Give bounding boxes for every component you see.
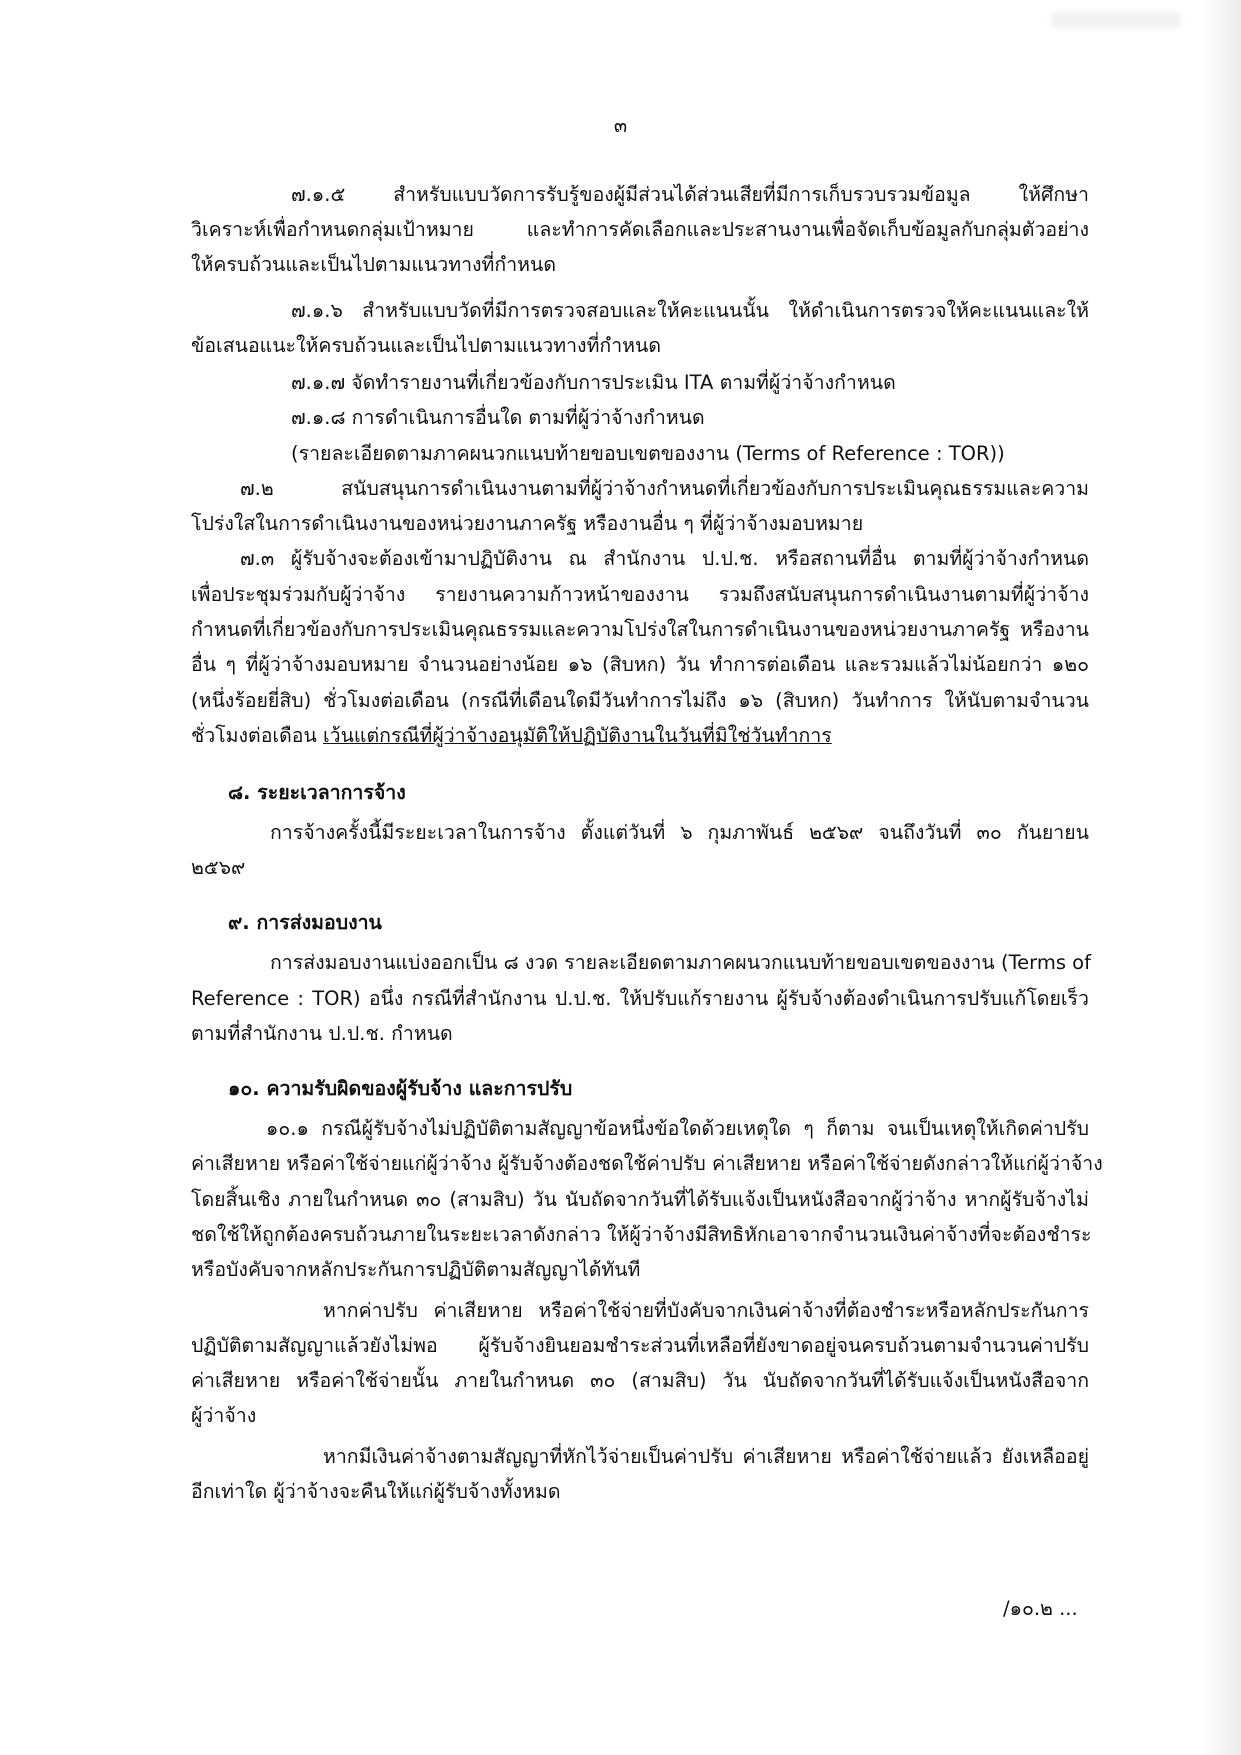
section-9-body-line-3: ตามที่สำนักงาน ป.ป.ช. กำหนด — [191, 1022, 453, 1045]
paragraph-7-1-7: ๗.๑.๗ จัดทำรายงานที่เกี่ยวข้องกับการประเมิน ITA ตามที่ผู้ว่าจ้างกำหนด — [291, 371, 896, 394]
page-number: ๓ — [613, 114, 628, 137]
scan-artifact — [1051, 12, 1181, 28]
paragraph-10-1-line-5: หรือบังคับจากหลักประกันการปฏิบัติตามสัญญาได้ทันที — [191, 1258, 641, 1281]
section-10-heading: ๑๐. ความรับผิดของผู้รับจ้าง และการปรับ — [228, 1077, 573, 1100]
continuation-marker: /๑๐.๒ ... — [1003, 1597, 1078, 1620]
refund-line-1: หากมีเงินค่าจ้างตามสัญญาที่หักไว้จ่ายเป็นค่าปรับ ค่าเสียหาย หรือค่าใช้จ่ายแล้ว ยังเหลืออยู่ — [323, 1445, 1089, 1468]
paragraph-7-1-6-line-1: ๗.๑.๖ สำหรับแบบวัดที่มีการตรวจสอบและให้คะแนนนั้น ให้ดำเนินการตรวจให้คะแนนและให้ — [291, 299, 1089, 322]
paragraph-7-1-5-line-3: ให้ครบถ้วนและเป็นไปตามแนวทางที่กำหนด — [191, 253, 557, 276]
paragraph-7-2-line-1: ๗.๒ สนับสนุนการดำเนินงานตามที่ผู้ว่าจ้างกำหนดที่เกี่ยวข้องกับการประเมินคุณธรรมและความ — [240, 477, 1089, 500]
paragraph-7-3-line-6-text: ชั่วโมงต่อเดือน — [191, 724, 323, 747]
section-9-body-line-1: การส่งมอบงานแบ่งออกเป็น ๘ งวด รายละเอียดตามภาคผนวกแนบท้ายขอบเขตของงาน (Terms of — [270, 951, 1091, 974]
section-8-heading: ๘. ระยะเวลาการจ้าง — [228, 781, 406, 804]
paragraph-10-1-line-4: ชดใช้ให้ถูกต้องครบถ้วนภายในระยะเวลาดังกล่าว ให้ผู้ว่าจ้างมีสิทธิหักเอาจากจำนวนเงินค่าจ้างที่จะต้องชำระ — [191, 1223, 1092, 1246]
penalty-shortfall-line-3: ค่าเสียหาย หรือค่าใช้จ่ายนั้น ภายในกำหนด ๓๐ (สามสิบ) วัน นับถัดจากวันที่ได้รับแจ้งเป็นหนังสือจาก — [191, 1369, 1089, 1392]
paragraph-10-1-line-1: ๑๐.๑ กรณีผู้รับจ้างไม่ปฏิบัติตามสัญญาข้อหนึ่งข้อใดด้วยเหตุใด ๆ ก็ตาม จนเป็นเหตุให้เกิดค่าปรับ — [266, 1117, 1089, 1140]
scan-edge-shadow — [1201, 0, 1241, 1755]
paragraph-7-3-line-5: (หนึ่งร้อยยี่สิบ) ชั่วโมงต่อเดือน (กรณีที่เดือนใดมีวันทำการไม่ถึง ๑๖ (สิบหก) วันทำการ ให้นับตามจำนวน — [191, 689, 1089, 712]
paragraph-7-1-5-line-1: ๗.๑.๕ สำหรับแบบวัดการรับรู้ของผู้มีส่วนได้ส่วนเสียที่มีการเก็บรวบรวมข้อมูล ให้ศึกษา — [291, 183, 1089, 206]
paragraph-7-3-line-4: อื่น ๆ ที่ผู้ว่าจ้างมอบหมาย จำนวนอย่างน้อย ๑๖ (สิบหก) วัน ทำการต่อเดือน และรวมแล้วไม่น้อยกว่า ๑๒๐ — [191, 653, 1089, 676]
section-8-body-line-2: ๒๕๖๙ — [191, 856, 246, 879]
penalty-shortfall-line-4: ผู้ว่าจ้าง — [191, 1404, 257, 1427]
penalty-shortfall-line-2: ปฏิบัติตามสัญญาแล้วยังไม่พอ ผู้รับจ้างยินยอมชำระส่วนที่เหลือที่ยังขาดอยู่จนครบถ้วนตามจำนวนค่าปรับ — [191, 1334, 1089, 1357]
refund-line-2: อีกเท่าใด ผู้ว่าจ้างจะคืนให้แก่ผู้รับจ้างทั้งหมด — [191, 1480, 561, 1503]
paragraph-10-1-line-2: ค่าเสียหาย หรือค่าใช้จ่ายแก่ผู้ว่าจ้าง ผู้รับจ้างต้องชดใช้ค่าปรับ ค่าเสียหาย หรือค่าใช้จ่ายดังกล่าวให้แก่ผู้ว่าจ้าง — [191, 1152, 1103, 1175]
paragraph-7-3-line-3: กำหนดที่เกี่ยวข้องกับการประเมินคุณธรรมและความโปร่งใสในการดำเนินงานของหน่วยงานภาครัฐ หรืองาน — [191, 618, 1089, 641]
penalty-shortfall-line-1: หากค่าปรับ ค่าเสียหาย หรือค่าใช้จ่ายที่บังคับจากเงินค่าจ้างที่ต้องชำระหรือหลักประกันการ — [323, 1299, 1089, 1322]
paragraph-10-1-line-3: โดยสิ้นเชิง ภายในกำหนด ๓๐ (สามสิบ) วัน นับถัดจากวันที่ได้รับแจ้งเป็นหนังสือจากผู้ว่าจ้าง หากผู้รับจ้างไม่ — [191, 1188, 1089, 1211]
section-9-heading: ๙. การส่งมอบงาน — [228, 911, 382, 934]
paragraph-7-1-8: ๗.๑.๘ การดำเนินการอื่นใด ตามที่ผู้ว่าจ้างกำหนด — [291, 406, 705, 429]
paragraph-7-3-line-6 — [191, 722, 832, 750]
tor-reference-note: (รายละเอียดตามภาคผนวกแนบท้ายขอบเขตของงาน (Terms of Reference : TOR)) — [291, 442, 1005, 465]
section-8-body-line-1: การจ้างครั้งนี้มีระยะเวลาในการจ้าง ตั้งแต่วันที่ ๖ กุมภาพันธ์ ๒๕๖๙ จนถึงวันที่ ๓๐ กันยายน — [270, 821, 1089, 844]
section-9-body-line-2: Reference : TOR) อนึ่ง กรณีที่สำนักงาน ป.ป.ช. ให้ปรับแก้รายงาน ผู้รับจ้างต้องดำเนินการปรับแก้โดยเร็ว — [191, 987, 1089, 1010]
paragraph-7-3-line-1: ๗.๓ ผู้รับจ้างจะต้องเข้ามาปฏิบัติงาน ณ สำนักงาน ป.ป.ช. หรือสถานที่อื่น ตามที่ผู้ว่าจ้างกำหนด — [240, 547, 1089, 570]
paragraph-7-2-line-2: โปร่งใสในการดำเนินงานของหน่วยงานภาครัฐ หรืองานอื่น ๆ ที่ผู้ว่าจ้างมอบหมาย — [191, 512, 864, 535]
paragraph-7-1-5-line-2: วิเคราะห์เพื่อกำหนดกลุ่มเป้าหมาย และทำการคัดเลือกและประสานงานเพื่อจัดเก็บข้อมูลกับกลุ่มตัวอย่าง — [191, 218, 1089, 241]
paragraph-7-1-6-line-2: ข้อเสนอแนะให้ครบถ้วนและเป็นไปตามแนวทางที่กำหนด — [191, 334, 662, 357]
paragraph-7-3-line-2: เพื่อประชุมร่วมกับผู้ว่าจ้าง รายงานความก้าวหน้าของงาน รวมถึงสนับสนุนการดำเนินงานตามที่ผู้ว่าจ้าง — [191, 583, 1089, 606]
underlined-exception-clause: เว้นแต่กรณีที่ผู้ว่าจ้างอนุมัติให้ปฏิบัติงานในวันที่มิใช่วันทำการ — [322, 724, 832, 747]
